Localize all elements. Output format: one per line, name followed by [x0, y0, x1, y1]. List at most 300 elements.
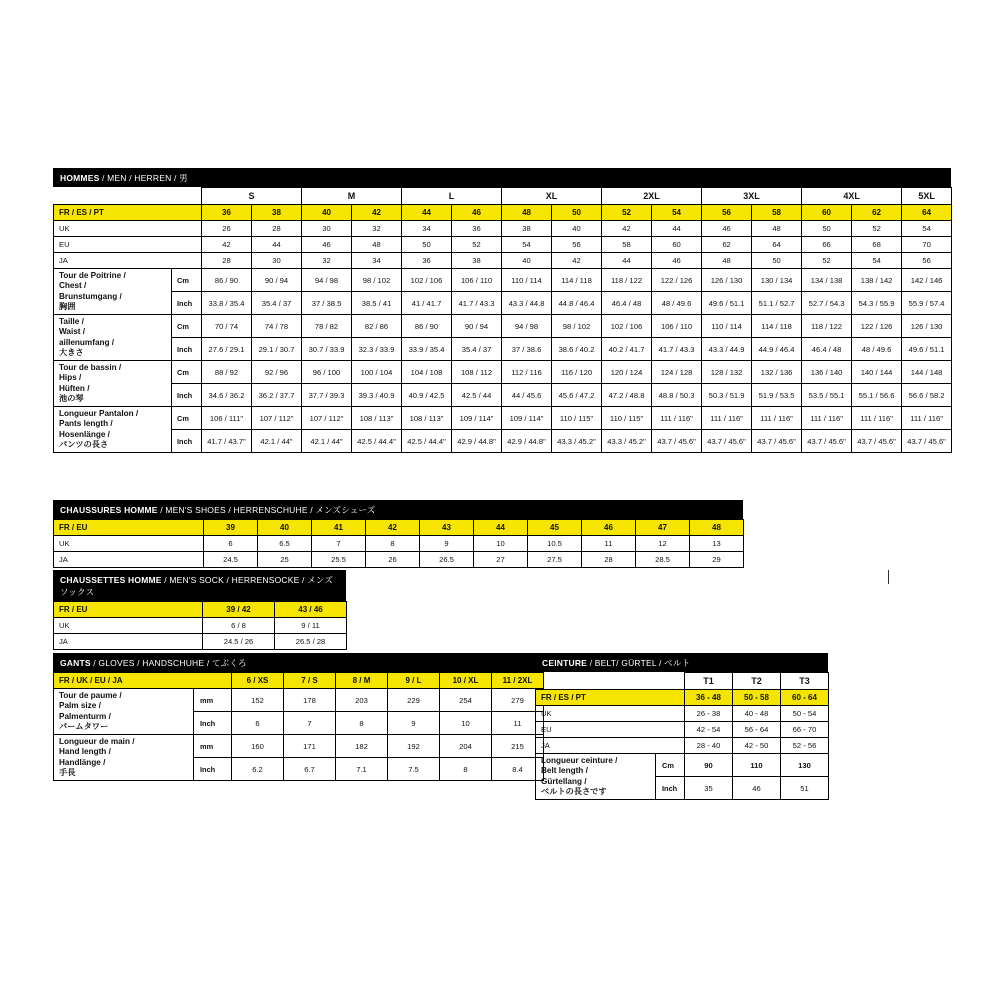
men-measure-1-inch-5: 35.4 / 37 — [452, 338, 502, 361]
gloves-measure-1-inch-0: 6.2 — [232, 758, 284, 781]
men-measure-1-inch-9: 41.7 / 43.3 — [652, 338, 702, 361]
socks-section-header-bold: CHAUSSETTES HOMME — [60, 575, 162, 585]
men-measure-0-cm-6: 110 / 114 — [502, 269, 552, 292]
men-measure-2-cm-7: 116 / 120 — [552, 361, 602, 384]
men-measure-2-inch-6: 44 / 45.6 — [502, 384, 552, 407]
gloves-size-1: 7 / S — [284, 673, 336, 689]
men-measure-0-cm-2: 94 / 98 — [302, 269, 352, 292]
men-size-group-spacer — [54, 188, 202, 205]
men-measure-1-inch-2: 30.7 / 33.9 — [302, 338, 352, 361]
shoes-row-fr — [54, 520, 744, 536]
belt-cell-ja-0: 28 - 40 — [685, 738, 733, 754]
men-cell-uk-8: 42 — [602, 221, 652, 237]
shoes-cell-fr-5: 44 — [474, 520, 528, 536]
men-measure-1-cm-9: 106 / 110 — [652, 315, 702, 338]
gloves-measure-1-mm-4: 204 — [440, 735, 492, 758]
gloves-measure-0-label: Tour de paume / Palm size / Palmenturm / パームタワー — [54, 689, 194, 735]
men-measure-3-inch-3: 42.5 / 44.4" — [352, 430, 402, 453]
men-cell-eu-6: 54 — [502, 237, 552, 253]
belt-measure-inch-2: 51 — [781, 777, 829, 800]
men-measure-1-inch-unit: Inch — [172, 338, 202, 361]
men-measure-2-cm-1: 92 / 96 — [252, 361, 302, 384]
gloves-section-header-rest: / GLOVES / HANDSCHUHE / てぶくろ — [90, 658, 247, 668]
men-cell-ja-1: 30 — [252, 253, 302, 269]
gloves-measure-1-inch-4: 8 — [440, 758, 492, 781]
belt-measure-cm-row — [536, 754, 829, 777]
men-measure-3-cm-4: 108 / 113" — [402, 407, 452, 430]
men-measure-1-inch-8: 40.2 / 41.7 — [602, 338, 652, 361]
men-measure-2-inch-0: 34.6 / 36.2 — [202, 384, 252, 407]
belt-row-uk — [536, 706, 829, 722]
men-cell-ja-0: 28 — [202, 253, 252, 269]
men-cell-eu-14: 70 — [902, 237, 952, 253]
socks-section-header-rest: / MEN'S SOCK / HERRENSOCKE / メンズソックス — [60, 575, 334, 597]
mens-socks-section — [53, 570, 346, 650]
men-cell-uk-7: 40 — [552, 221, 602, 237]
gloves-measure-1-mm-2: 182 — [336, 735, 388, 758]
men-measure-1-inch-4: 33.9 / 35.4 — [402, 338, 452, 361]
men-measure-3-cm-3: 108 / 113" — [352, 407, 402, 430]
men-cell-fr-4: 44 — [402, 205, 452, 221]
gloves-measure-0-inch-4: 10 — [440, 712, 492, 735]
men-row-label-eu: EU — [54, 237, 202, 253]
belt-size-group-t2: T2 — [733, 673, 781, 690]
gloves-measure-1-mm-0: 160 — [232, 735, 284, 758]
gloves-measure-0-mm-0: 152 — [232, 689, 284, 712]
men-measure-1-inch-1: 29.1 / 30.7 — [252, 338, 302, 361]
men-measure-3-inch-row — [54, 430, 952, 453]
men-cell-uk-5: 36 — [452, 221, 502, 237]
men-measure-0-inch-6: 43.3 / 44.8 — [502, 292, 552, 315]
gloves-measure-0-mm-2: 203 — [336, 689, 388, 712]
gloves-measure-0-mm-unit: mm — [194, 689, 232, 712]
men-cell-fr-13: 62 — [852, 205, 902, 221]
men-measure-3-cm-5: 109 / 114" — [452, 407, 502, 430]
belt-measure-inch-unit: Inch — [656, 777, 685, 800]
men-cell-eu-11: 64 — [752, 237, 802, 253]
men-measure-2-cm-9: 124 / 128 — [652, 361, 702, 384]
belt-row-label-uk: UK — [536, 706, 685, 722]
belt-cell-eu-0: 42 - 54 — [685, 722, 733, 738]
belt-row-eu — [536, 722, 829, 738]
men-measure-3-cm-0: 106 / 111" — [202, 407, 252, 430]
men-cell-eu-12: 66 — [802, 237, 852, 253]
men-measure-3-inch-2: 42.1 / 44" — [302, 430, 352, 453]
shoes-cell-uk-2: 7 — [312, 536, 366, 552]
men-cell-uk-1: 28 — [252, 221, 302, 237]
men-measure-1-inch-12: 46.4 / 48 — [802, 338, 852, 361]
men-measure-0-cm-11: 130 / 134 — [752, 269, 802, 292]
gloves-measure-1-mm-3: 192 — [388, 735, 440, 758]
men-measure-0-cm-3: 98 / 102 — [352, 269, 402, 292]
men-size-group-4xl: 4XL — [802, 188, 902, 205]
men-measure-3-cm-8: 110 / 115" — [602, 407, 652, 430]
belt-cell-uk-0: 26 - 38 — [685, 706, 733, 722]
men-measure-2-inch-1: 36.2 / 37.7 — [252, 384, 302, 407]
men-cell-eu-3: 48 — [352, 237, 402, 253]
men-measure-0-inch-12: 52.7 / 54.3 — [802, 292, 852, 315]
men-measure-1-inch-7: 38.6 / 40.2 — [552, 338, 602, 361]
men-measure-2-cm-3: 100 / 104 — [352, 361, 402, 384]
men-cell-uk-9: 44 — [652, 221, 702, 237]
men-cell-fr-1: 38 — [252, 205, 302, 221]
men-measure-1-inch-row — [54, 338, 952, 361]
men-measure-1-inch-6: 37 / 38.6 — [502, 338, 552, 361]
men-measure-2-inch-8: 47.2 / 48.8 — [602, 384, 652, 407]
men-measure-0-inch-2: 37 / 38.5 — [302, 292, 352, 315]
gloves-measure-0-inch-0: 6 — [232, 712, 284, 735]
men-cell-eu-4: 50 — [402, 237, 452, 253]
men-measure-0-cm-14: 142 / 146 — [902, 269, 952, 292]
men-measure-2-cm-4: 104 / 108 — [402, 361, 452, 384]
gloves-measure-0-inch-3: 9 — [388, 712, 440, 735]
men-cell-ja-7: 42 — [552, 253, 602, 269]
belt-measure-cm-0: 90 — [685, 754, 733, 777]
men-section-header — [53, 168, 951, 187]
shoes-row-label-fr: FR / EU — [54, 520, 204, 536]
men-measure-3-inch-12: 43.7 / 45.6" — [802, 430, 852, 453]
men-measure-2-cm-2: 96 / 100 — [302, 361, 352, 384]
men-row-ja — [54, 253, 952, 269]
belt-cell-eu-1: 56 - 64 — [733, 722, 781, 738]
men-cell-ja-14: 56 — [902, 253, 952, 269]
belt-size-group-spacer — [536, 673, 685, 690]
men-measure-3-cm-6: 109 / 114" — [502, 407, 552, 430]
men-measure-0-cm-unit: Cm — [172, 269, 202, 292]
gloves-section-header-bold: GANTS — [60, 658, 91, 668]
men-size-group-xl: XL — [502, 188, 602, 205]
men-measure-3-cm-unit: Cm — [172, 407, 202, 430]
men-cell-uk-11: 48 — [752, 221, 802, 237]
gloves-measure-0-mm-1: 178 — [284, 689, 336, 712]
men-measure-2-inch-10: 50.3 / 51.9 — [702, 384, 752, 407]
men-cell-ja-10: 48 — [702, 253, 752, 269]
men-section-header-rest: / MEN / HERREN / 男 — [99, 173, 188, 183]
gloves-size-3: 9 / L — [388, 673, 440, 689]
men-measure-3-cm-12: 111 / 116" — [802, 407, 852, 430]
men-row-fr — [54, 205, 952, 221]
shoes-row-uk — [54, 536, 744, 552]
men-measure-0-cm-4: 102 / 106 — [402, 269, 452, 292]
men-measure-3-cm-14: 111 / 116" — [902, 407, 952, 430]
shoes-cell-ja-5: 27 — [474, 552, 528, 568]
belt-measure-cm-2: 130 — [781, 754, 829, 777]
men-measure-3-inch-5: 42.9 / 44.8" — [452, 430, 502, 453]
men-measure-0-cm-13: 138 / 142 — [852, 269, 902, 292]
men-measure-3-inch-8: 43.3 / 45.2" — [602, 430, 652, 453]
socks-cell-fr-1: 43 / 46 — [275, 602, 347, 618]
men-measure-2-label: Tour de bassin / Hips / Hüften / 池の琴 — [54, 361, 172, 407]
gloves-measure-1-mm-5: 215 — [492, 735, 544, 758]
men-measure-2-inch-3: 39.3 / 40.9 — [352, 384, 402, 407]
men-measure-0-cm-12: 134 / 138 — [802, 269, 852, 292]
socks-cell-uk-0: 6 / 8 — [203, 618, 275, 634]
gloves-measure-0-inch-unit: Inch — [194, 712, 232, 735]
belt-cell-uk-1: 40 - 48 — [733, 706, 781, 722]
shoes-cell-uk-1: 6.5 — [258, 536, 312, 552]
men-measure-1-cm-8: 102 / 106 — [602, 315, 652, 338]
shoes-cell-ja-8: 28.5 — [636, 552, 690, 568]
men-cell-eu-2: 46 — [302, 237, 352, 253]
men-cell-fr-9: 54 — [652, 205, 702, 221]
men-measure-1-cm-4: 86 / 90 — [402, 315, 452, 338]
socks-row-fr — [54, 602, 347, 618]
men-row-eu — [54, 237, 952, 253]
shoes-cell-uk-3: 8 — [366, 536, 420, 552]
men-size-group-row — [54, 188, 952, 205]
men-size-group-3xl: 3XL — [702, 188, 802, 205]
men-measure-2-inch-11: 51.9 / 53.5 — [752, 384, 802, 407]
men-measure-0-cm-10: 126 / 130 — [702, 269, 752, 292]
shoes-cell-ja-9: 29 — [690, 552, 744, 568]
men-cell-fr-12: 60 — [802, 205, 852, 221]
men-measure-0-inch-7: 44.8 / 46.4 — [552, 292, 602, 315]
men-measure-0-inch-9: 48 / 49.6 — [652, 292, 702, 315]
men-cell-eu-10: 62 — [702, 237, 752, 253]
men-measure-0-inch-unit: Inch — [172, 292, 202, 315]
men-size-group-m: M — [302, 188, 402, 205]
belt-measure-inch-0: 35 — [685, 777, 733, 800]
men-measure-2-inch-13: 55.1 / 56.6 — [852, 384, 902, 407]
men-measure-2-inch-5: 42.5 / 44 — [452, 384, 502, 407]
socks-row-ja — [54, 634, 347, 650]
men-cell-fr-8: 52 — [602, 205, 652, 221]
belt-measure-cm-unit: Cm — [656, 754, 685, 777]
belt-section — [535, 653, 828, 800]
men-measure-1-cm-7: 98 / 102 — [552, 315, 602, 338]
men-cell-uk-2: 30 — [302, 221, 352, 237]
men-measure-3-label: Longueur Pantalon / Pants length / Hosenlänge / パンツの長さ — [54, 407, 172, 453]
men-measure-2-cm-6: 112 / 116 — [502, 361, 552, 384]
men-cell-ja-9: 46 — [652, 253, 702, 269]
men-measure-3-inch-0: 41.7 / 43.7" — [202, 430, 252, 453]
men-measure-1-cm-6: 94 / 98 — [502, 315, 552, 338]
shoes-cell-fr-0: 39 — [204, 520, 258, 536]
men-cell-eu-13: 68 — [852, 237, 902, 253]
shoes-section-header — [53, 500, 743, 519]
men-cell-ja-11: 50 — [752, 253, 802, 269]
gloves-measure-0-mm-4: 254 — [440, 689, 492, 712]
men-measure-0-inch-4: 41 / 41.7 — [402, 292, 452, 315]
men-cell-fr-14: 64 — [902, 205, 952, 221]
men-cell-uk-0: 26 — [202, 221, 252, 237]
men-measure-0-inch-3: 38.5 / 41 — [352, 292, 402, 315]
men-measure-0-inch-11: 51.1 / 52.7 — [752, 292, 802, 315]
men-measure-1-cm-1: 74 / 78 — [252, 315, 302, 338]
gloves-measure-1-inch-unit: Inch — [194, 758, 232, 781]
men-measure-2-inch-7: 45.6 / 47.2 — [552, 384, 602, 407]
socks-cell-uk-1: 9 / 11 — [275, 618, 347, 634]
belt-row-fr — [536, 690, 829, 706]
men-measure-3-inch-14: 43.7 / 45.6" — [902, 430, 952, 453]
socks-row-label-fr: FR / EU — [54, 602, 203, 618]
shoes-row-ja — [54, 552, 744, 568]
men-measure-3-cm-11: 111 / 116" — [752, 407, 802, 430]
men-size-group-l: L — [402, 188, 502, 205]
men-measure-2-inch-9: 48.8 / 50.3 — [652, 384, 702, 407]
men-measure-2-inch-14: 56.6 / 58.2 — [902, 384, 952, 407]
shoes-size-table — [53, 519, 744, 568]
gloves-size-row — [54, 673, 544, 689]
men-measure-0-inch-13: 54.3 / 55.9 — [852, 292, 902, 315]
men-row-label-ja: JA — [54, 253, 202, 269]
socks-cell-ja-0: 24.5 / 26 — [203, 634, 275, 650]
men-measure-2-cm-5: 108 / 112 — [452, 361, 502, 384]
shoes-cell-ja-2: 25.5 — [312, 552, 366, 568]
men-measure-0-cm-9: 122 / 126 — [652, 269, 702, 292]
men-size-group-5xl: 5XL — [902, 188, 952, 205]
men-measure-3-cm-2: 107 / 112" — [302, 407, 352, 430]
men-cell-fr-0: 36 — [202, 205, 252, 221]
socks-row-label-uk: UK — [54, 618, 203, 634]
men-measure-3-inch-13: 43.7 / 45.6" — [852, 430, 902, 453]
men-cell-fr-7: 50 — [552, 205, 602, 221]
men-cell-uk-14: 54 — [902, 221, 952, 237]
men-measure-2-inch-2: 37.7 / 39.3 — [302, 384, 352, 407]
men-measure-2-cm-0: 88 / 92 — [202, 361, 252, 384]
belt-cell-fr-2: 60 - 64 — [781, 690, 829, 706]
men-measure-1-inch-13: 48 / 49.6 — [852, 338, 902, 361]
men-measure-0-inch-14: 55.9 / 57.4 — [902, 292, 952, 315]
shoes-cell-uk-4: 9 — [420, 536, 474, 552]
men-measure-1-inch-11: 44.9 / 46.4 — [752, 338, 802, 361]
men-measure-0-inch-8: 46.4 / 48 — [602, 292, 652, 315]
gloves-size-row-label: FR / UK / EU / JA — [54, 673, 232, 689]
shoes-cell-ja-1: 25 — [258, 552, 312, 568]
gloves-measure-1-mm-row — [54, 735, 544, 758]
men-cell-ja-4: 36 — [402, 253, 452, 269]
page-tick-mark — [888, 570, 889, 584]
shoes-cell-uk-7: 11 — [582, 536, 636, 552]
men-cell-uk-12: 50 — [802, 221, 852, 237]
men-measure-2-cm-10: 128 / 132 — [702, 361, 752, 384]
gloves-measure-1-mm-1: 171 — [284, 735, 336, 758]
men-measure-1-inch-0: 27.6 / 29.1 — [202, 338, 252, 361]
men-measure-2-inch-4: 40.9 / 42.5 — [402, 384, 452, 407]
men-cell-ja-13: 54 — [852, 253, 902, 269]
men-measure-0-cm-1: 90 / 94 — [252, 269, 302, 292]
men-measure-3-inch-1: 42.1 / 44" — [252, 430, 302, 453]
shoes-cell-fr-8: 47 — [636, 520, 690, 536]
men-measure-2-inch-unit: Inch — [172, 384, 202, 407]
men-measure-1-inch-3: 32.3 / 33.9 — [352, 338, 402, 361]
belt-size-table — [535, 672, 829, 800]
shoes-cell-ja-6: 27.5 — [528, 552, 582, 568]
men-measure-1-cm-unit: Cm — [172, 315, 202, 338]
men-cell-uk-6: 38 — [502, 221, 552, 237]
men-measure-0-cm-8: 118 / 122 — [602, 269, 652, 292]
shoes-cell-fr-4: 43 — [420, 520, 474, 536]
shoes-cell-fr-6: 45 — [528, 520, 582, 536]
men-measure-2-cm-8: 120 / 124 — [602, 361, 652, 384]
belt-cell-fr-1: 50 - 58 — [733, 690, 781, 706]
belt-row-ja — [536, 738, 829, 754]
men-cell-uk-4: 34 — [402, 221, 452, 237]
belt-measure-label: Longueur ceinture / Belt length / Gürtellang / ベルトの長さです — [536, 754, 656, 800]
mens-shoes-section — [53, 500, 743, 568]
men-row-label-uk: UK — [54, 221, 202, 237]
men-measure-2-cm-row — [54, 361, 952, 384]
belt-section-header — [535, 653, 828, 672]
men-measure-2-cm-unit: Cm — [172, 361, 202, 384]
men-measure-0-inch-row — [54, 292, 952, 315]
men-measure-1-cm-0: 70 / 74 — [202, 315, 252, 338]
socks-section-header — [53, 570, 346, 601]
gloves-measure-0-inch-1: 7 — [284, 712, 336, 735]
shoes-cell-fr-2: 41 — [312, 520, 366, 536]
men-cell-ja-2: 32 — [302, 253, 352, 269]
belt-section-header-rest: / BELT/ GÜRTEL / ベルト — [587, 658, 691, 668]
shoes-cell-uk-6: 10.5 — [528, 536, 582, 552]
belt-size-group-row — [536, 673, 829, 690]
socks-cell-ja-1: 26.5 / 28 — [275, 634, 347, 650]
belt-cell-ja-1: 42 - 50 — [733, 738, 781, 754]
men-measure-2-cm-14: 144 / 148 — [902, 361, 952, 384]
men-size-group-s: S — [202, 188, 302, 205]
men-cell-fr-5: 46 — [452, 205, 502, 221]
gloves-size-4: 10 / XL — [440, 673, 492, 689]
shoes-cell-fr-9: 48 — [690, 520, 744, 536]
men-measure-2-cm-11: 132 / 136 — [752, 361, 802, 384]
men-section-header-bold: HOMMES — [60, 173, 100, 183]
shoes-cell-ja-4: 26.5 — [420, 552, 474, 568]
men-measure-3-cm-9: 111 / 116" — [652, 407, 702, 430]
men-measure-1-inch-14: 49.6 / 51.1 — [902, 338, 952, 361]
men-size-group-2xl: 2XL — [602, 188, 702, 205]
belt-cell-eu-2: 66 - 70 — [781, 722, 829, 738]
men-cell-eu-5: 52 — [452, 237, 502, 253]
men-measure-3-inch-10: 43.7 / 45.6" — [702, 430, 752, 453]
belt-size-group-t3: T3 — [781, 673, 829, 690]
men-measure-3-inch-unit: Inch — [172, 430, 202, 453]
gloves-measure-1-inch-5: 8.4 — [492, 758, 544, 781]
men-measure-0-inch-0: 33.8 / 35.4 — [202, 292, 252, 315]
men-measure-1-cm-13: 122 / 126 — [852, 315, 902, 338]
shoes-cell-uk-5: 10 — [474, 536, 528, 552]
shoes-row-label-ja: JA — [54, 552, 204, 568]
men-measure-1-cm-10: 110 / 114 — [702, 315, 752, 338]
men-measure-2-inch-12: 53.5 / 55.1 — [802, 384, 852, 407]
belt-cell-uk-2: 50 - 54 — [781, 706, 829, 722]
shoes-cell-fr-3: 42 — [366, 520, 420, 536]
gloves-measure-1-inch-2: 7.1 — [336, 758, 388, 781]
socks-cell-fr-0: 39 / 42 — [203, 602, 275, 618]
men-measure-0-inch-10: 49.6 / 51.1 — [702, 292, 752, 315]
men-measure-0-cm-5: 106 / 110 — [452, 269, 502, 292]
men-measure-3-cm-7: 110 / 115" — [552, 407, 602, 430]
shoes-cell-fr-1: 40 — [258, 520, 312, 536]
socks-row-label-ja: JA — [54, 634, 203, 650]
men-measure-0-inch-1: 35.4 / 37 — [252, 292, 302, 315]
men-measure-0-label: Tour de Poitrine / Chest / Brunstumgang / 胸囲 — [54, 269, 172, 315]
men-measure-1-inch-10: 43.3 / 44.9 — [702, 338, 752, 361]
men-cell-ja-6: 40 — [502, 253, 552, 269]
men-measure-3-inch-4: 42.5 / 44.4" — [402, 430, 452, 453]
men-measure-2-cm-13: 140 / 144 — [852, 361, 902, 384]
men-measure-1-cm-row — [54, 315, 952, 338]
gloves-measure-1-mm-unit: mm — [194, 735, 232, 758]
shoes-cell-ja-3: 26 — [366, 552, 420, 568]
men-measure-0-cm-row — [54, 269, 952, 292]
men-measure-3-cm-row — [54, 407, 952, 430]
gloves-measure-0-inch-5: 11 — [492, 712, 544, 735]
men-measure-3-inch-6: 42.9 / 44.8" — [502, 430, 552, 453]
belt-section-header-bold: CEINTURE — [542, 658, 588, 668]
men-cell-uk-13: 52 — [852, 221, 902, 237]
shoes-section-header-rest: / MEN'S SHOES / HERRENSCHUHE / メンズシューズ — [157, 505, 376, 515]
men-measure-1-label: Taille / Waist / aillenumfang / 大きさ — [54, 315, 172, 361]
men-measure-3-cm-13: 111 / 116" — [852, 407, 902, 430]
